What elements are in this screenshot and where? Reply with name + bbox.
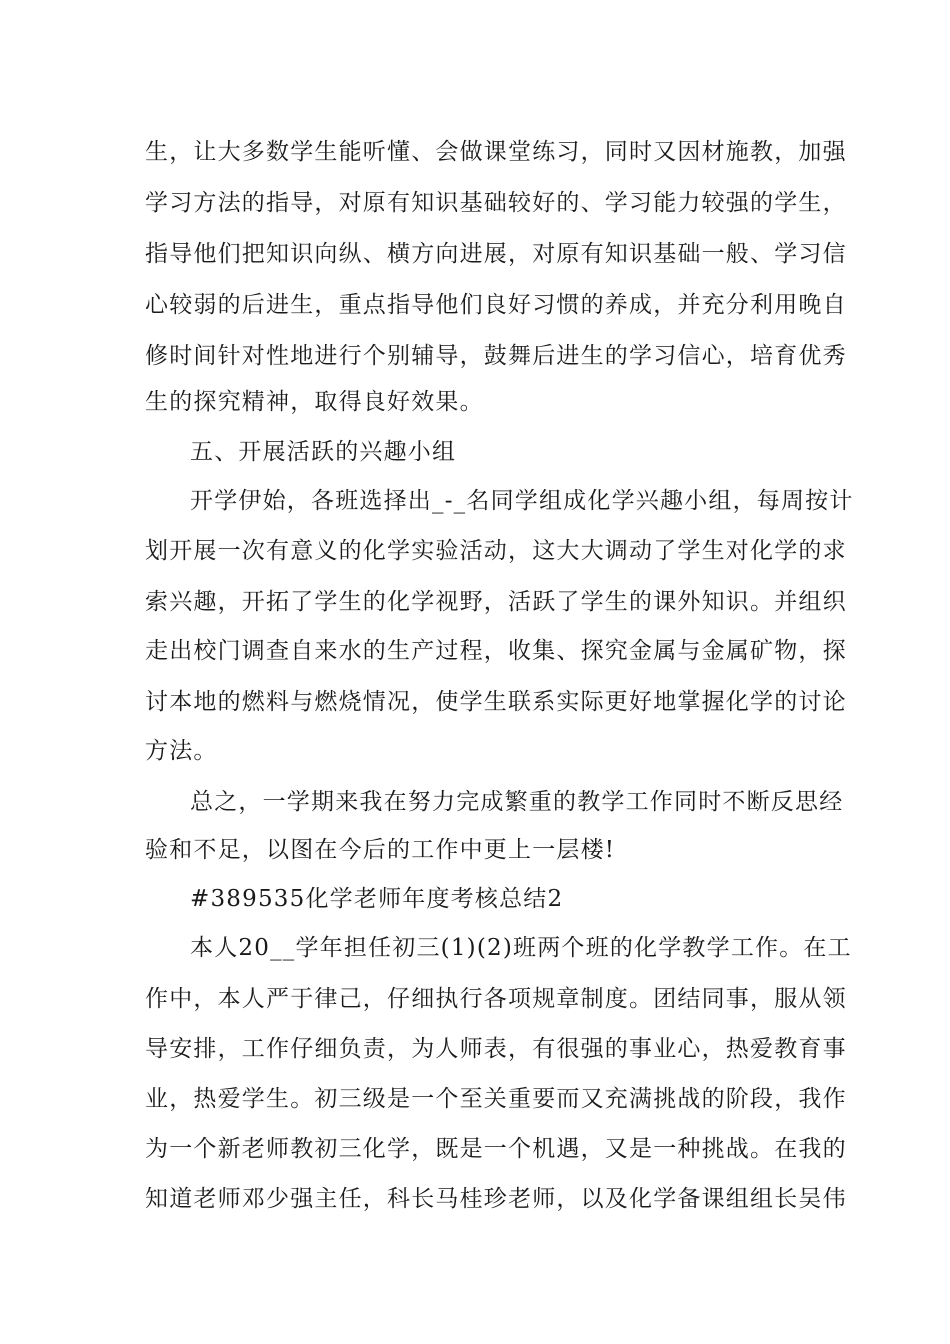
text-line: 指导他们把知识向纵、横方向进展，对原有知识基础一般、学习信 xyxy=(145,241,847,267)
text-line: 总之，一学期来我在努力完成繁重的教学工作同时不断反思经 xyxy=(190,789,844,815)
text-line: 知道老师邓少强主任，科长马桂珍老师，以及化学备课组组长吴伟 xyxy=(145,1186,847,1212)
text-line: 索兴趣，开拓了学生的化学视野，活跃了学生的课外知识。并组织 xyxy=(145,589,847,615)
text-line: 作中，本人严于律己，仔细执行各项规章制度。团结同事，服从领 xyxy=(145,986,847,1012)
text-line: 讨本地的燃料与燃烧情况，使学生联系实际更好地掌握化学的讨论 xyxy=(145,689,847,715)
text-line: 本人20__学年担任初三(1)(2)班两个班的化学教学工作。在工 xyxy=(190,935,852,961)
text-line: 划开展一次有意义的化学实验活动，这大大调动了学生对化学的求 xyxy=(145,538,847,564)
text-line: 心较弱的后进生，重点指导他们良好习惯的养成，并充分利用晚自 xyxy=(145,292,847,318)
text-line: 开学伊始，各班选择出_-_名同学组成化学兴趣小组，每周按计 xyxy=(190,488,854,514)
text-line: 生的探究精神，取得良好效果。 xyxy=(145,389,484,415)
text-line: 为一个新老师教初三化学，既是一个机遇，又是一种挑战。在我的 xyxy=(145,1136,847,1162)
text-line: 导安排，工作仔细负责，为人师表，有很强的事业心，热爱教育事 xyxy=(145,1036,847,1062)
section-heading: 五、开展活跃的兴趣小组 xyxy=(190,439,457,465)
section-heading: #389535化学老师年度考核总结2 xyxy=(190,886,564,912)
text-line: 方法。 xyxy=(145,738,218,764)
text-line: 走出校门调查自来水的生产过程，收集、探究金属与金属矿物，探 xyxy=(145,638,847,664)
text-line: 学习方法的指导，对原有知识基础较好的、学习能力较强的学生， xyxy=(145,190,847,216)
text-line: 业，热爱学生。初三级是一个至关重要而又充满挑战的阶段，我作 xyxy=(145,1086,847,1112)
text-line: 修时间针对性地进行个别辅导，鼓舞后进生的学习信心，培育优秀 xyxy=(145,343,847,369)
text-line: 生，让大多数学生能听懂、会做课堂练习，同时又因材施教，加强 xyxy=(145,139,847,165)
text-line: 验和不足，以图在今后的工作中更上一层楼! xyxy=(145,837,616,863)
